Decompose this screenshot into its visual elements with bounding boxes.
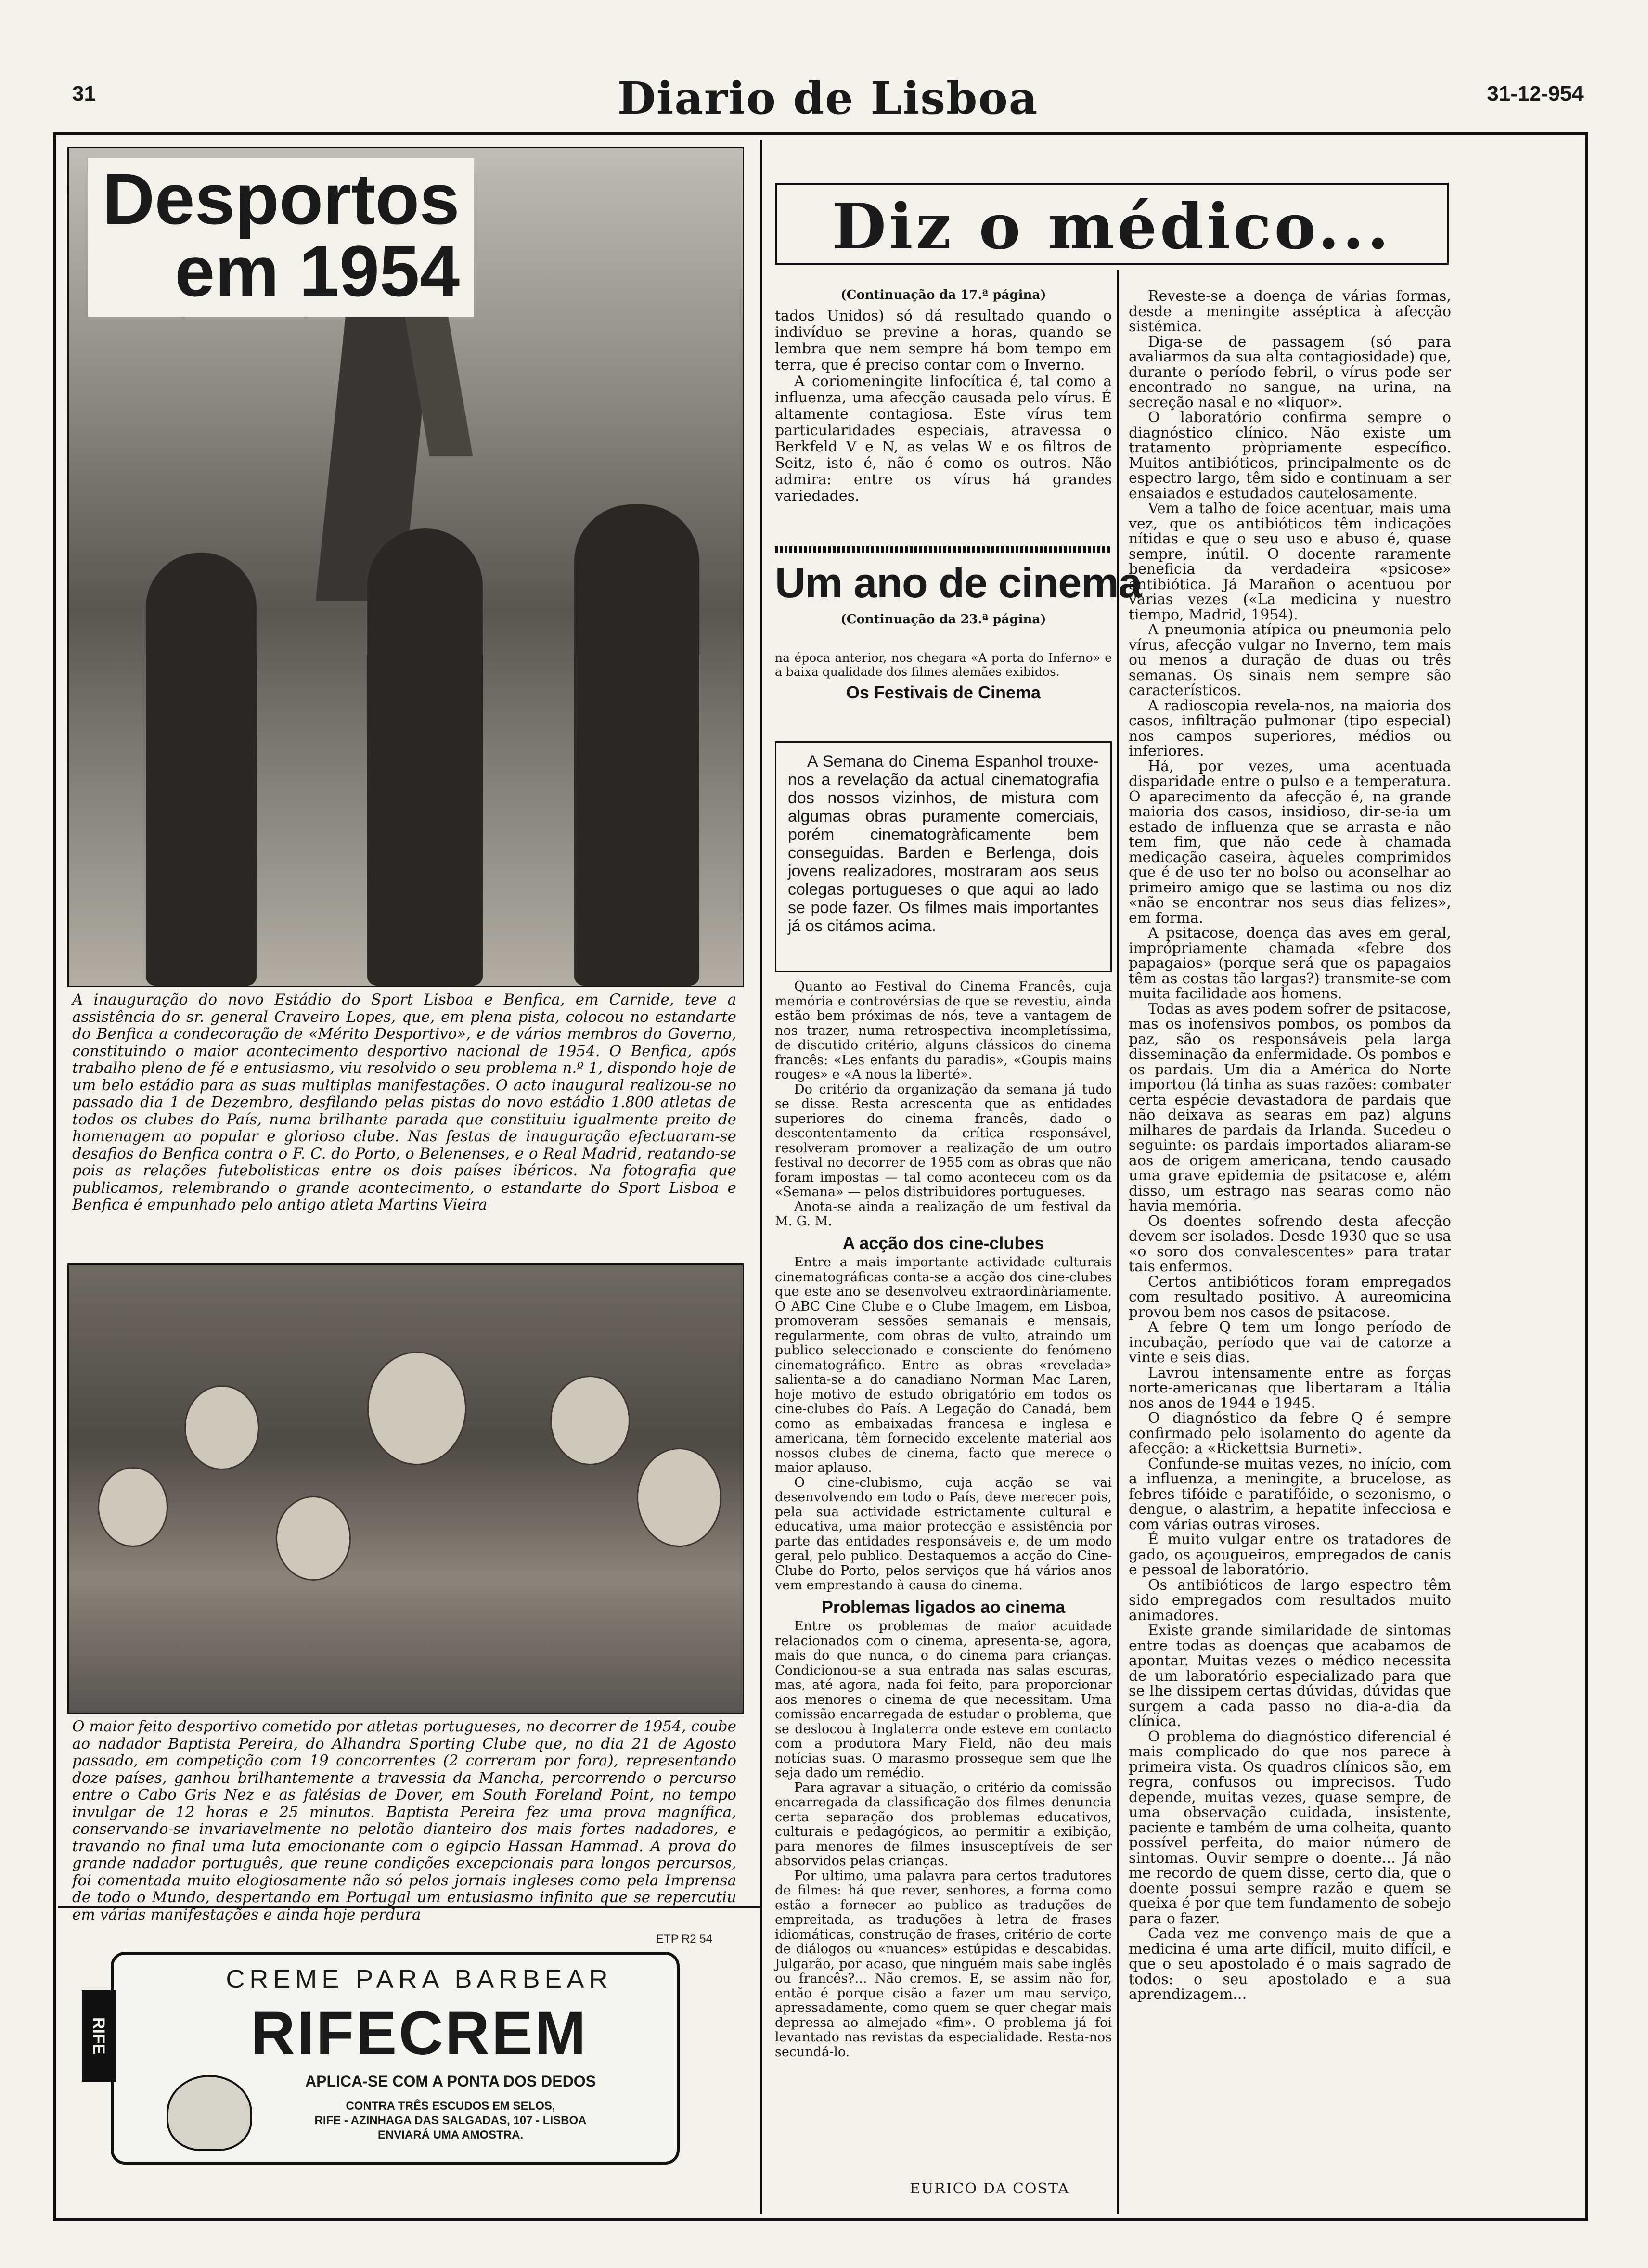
spanish-cinema-box — [775, 741, 1112, 972]
boxed-text: A Semana do Cinema Espanhol trouxe-nos a revelação da actual cinematografia dos nossos vizinhos, de mistura com algumas obras puramente comerciais, porém cinematogràficamente bem conseguidas. Barden e Berlenga, dois jovens realizadores, mostraram aos seus colegas portugueses o que aqui ao lado se pode fazer. Os filmes mais importantes já os citámos acima. — [788, 752, 1099, 935]
ad-contact-line3: ENVIARÁ UMA AMOSTRA. — [377, 2128, 524, 2141]
medico-paragraph: Lavrou intensamente entre as forças norte-americanas que libertaram a Itália nos anos de 1944 e 1945. — [1129, 1364, 1451, 1412]
masthead: Diario de Lisboa — [617, 72, 1039, 124]
stadium-caption: A inauguração do novo Estádio do Sport Lisboa e Benfica, em Carnide, teve a assistência do sr. general Craveiro Lopes, que, em plena pista, colocou no estandarte do Benfica a condecoração de «Mérito Desportivo», e de vários membros do Governo, constituindo o maior acontecimento desportivo nacional de 1954. O Benfica, após trabalho pleno de fé e entusiasmo, viu resolvido o seu problema n.º 1, dispondo hoje de um belo estádio para as suas multiplas manifestações. O acto inaugural realizou-se no passado dia 1 de Dezembro, desfilando pelas pistas do novo estádio 1.800 atletas de todos os clubes do País, numa brilhante parada que constituiu igualmente preito de homenagem ao popular e glorioso clube. Nas festas de inauguração efectuaram-se desafios do Benfica contra o F. C. do Porto, o Belenenses, e o Real Madrid, reatando-se pois as relações futebolisticas entre os dois países ibéricos. Na fotografia que publicamos, relembrando o grande acontecimento, o estandarte do Sport Lisboa e Benfica é empunhado pelo antigo atleta Martins Vieira — [72, 991, 736, 1213]
rifecrem-advertisement — [72, 1933, 727, 2183]
crowd-face — [367, 1352, 466, 1465]
medico-column-1 — [775, 308, 1112, 504]
medico-paragraph: Existe grande similaridade de sintomas entre todas as doenças que acabamos de apontar. Muitas vezes o médico necessita de um laboratório especializado para que se lhe dissipem certas dúvidas, dúvidas que surgem a cada passo no dia-a-dia da clínica. — [1129, 1622, 1451, 1730]
column-divider-left — [760, 140, 762, 2214]
page-header — [63, 72, 1593, 130]
medico-paragraph: É muito vulgar entre os tratadores de gado, os açougueiros, empregados de canis e pessoal de laboratório. — [1129, 1531, 1451, 1578]
cineclubes-heading: A acção dos cine-clubes — [842, 1233, 1044, 1253]
cinema-paragraph: Entre os problemas de maior acuidade relacionados com o cinema, apresenta-se, agora, mais do que nunca, o do cinema para crianças. Condicionou-se a sua entrada nas salas escuras, mas, até agora, nada foi feito, para proporcionar aos menores o cinema de que necessitam. Uma comissão encarregada de estudar o problema, que se deslocou à Inglaterra onde esteve em contacto com a produtora Mary Field, não deu mais notícias suas. O marasmo prossegue sem que lhe seja dado um remédio. — [775, 1619, 1112, 1780]
medico-paragraph: Os doentes sofrendo desta afecção devem ser isolados. Desde 1930 que se usa «o soro dos convalescentes» para tratar tais enfermos. — [1129, 1212, 1451, 1275]
ad-tube-shape — [111, 1952, 680, 2165]
cinema-paragraph: Para agravar a situação, o critério da comissão encarregada da classificação dos filmes denuncia certa separação dos problemas educativos, culturais e pedagógicos, ao permitir a exibição, para menores de filmes insusceptíveis de ser absorvidos pelas crianças. — [775, 1780, 1112, 1869]
decorative-rule — [775, 546, 1112, 553]
medico-paragraph: Diga-se de passagem (só para avaliarmos da sua alta contagiosidade) que, durante o período febril, o vírus pode ser encontrado no sangue, na urina, na secreção nasal e no «liquor». — [1129, 333, 1451, 411]
cinema-paragraph: Anota-se ainda a realização de um festival da M. G. M. — [775, 1199, 1112, 1229]
issue-date: 31-12-954 — [1487, 82, 1584, 105]
athlete-figure — [367, 528, 483, 986]
swimmer-caption: O maior feito desportivo cometido por atletas portugueses, no decorrer de 1954, coube ao nadador Baptista Pereira, do Alhandra Sporting Clube que, no dia 21 de Agosto passado, em competição com 19 concorrentes (2 correram por fora), representando doze países, ganhou brilhantemente a travessia da Mancha, percorrendo o percurso entre o Cabo Gris Nez e as falésias de Dover, em South Foreland Point, no tempo invulgar de 12 horas e 25 minutos. Baptista Pereira fez uma prova magnífica, conservando-se invariavelmente no pelotão dianteiro dos mais fortes nadadores, e travando no final uma luta emocionante com o egipcio Hassan Hammad. A prova do grande nadador português, que reune condições excepcionais para longos percursos, foi comentada muito elogiosamente não só pelos jornais ingleses como pela Imprensa de todo o Mundo, despertando em Portugal um entusiasmo infinito que se repercutiu em várias manifestações e ainda hoje perdura — [72, 1718, 736, 1923]
medico-title: Diz o médico... — [832, 190, 1392, 263]
medico-paragraph: Cada vez me convenço mais de que a medicina é uma arte difícil, muito difícil, e que o seu apostolado é o mais sagrado de todos: o seu apostolado e a sua aprendizagem... — [1129, 1925, 1451, 2003]
medico-paragraph: Certos antibióticos foram empregados com resultado positivo. A aureomicina provou bem nos casos de psitacose. — [1129, 1273, 1451, 1321]
author-signature: EURICO DA COSTA — [910, 2180, 1070, 2197]
ad-line1: CREME PARA BARBEAR — [226, 1965, 613, 1994]
ad-contact — [258, 2099, 643, 2142]
medico-paragraph: O problema do diagnóstico diferencial é mais complicado do que nos parece à primeira vista. Os quadros clínicos são, em regra, confusos ou imprecisos. Tudo depende, muitas vezes, quase sempre, de uma observação cuidada, insistente, paciente e também de uma colheita, quanto possível perfeita, do maior número de sintomas. Ouvir sempre o doente... Já não me recordo de quem disse, certo dia, que o doente possui sempre razão e quem se queixa é por que tem fundamento de sobejo para o fazer. — [1129, 1728, 1451, 1927]
crowd-face — [184, 1385, 259, 1470]
medico-column-2 — [1129, 289, 1451, 2002]
festivals-heading: Os Festivais de Cinema — [846, 683, 1041, 702]
medico-paragraph: A psitacose, doença das aves em geral, imprópriamente chamada «febre dos papagaios» (porque será que os papagaios têm as costas tão largas?) transmite-se com muita facilidade aos homens. — [1129, 925, 1451, 1002]
medico-paragraph: A febre Q tem um longo período de incubação, período que vai de catorze a vinte e seis dias. — [1129, 1319, 1451, 1366]
medico-paragraph: O diagnóstico da febre Q é sempre confirmado pelo isolamento do agente da afecção: a «Rickettsia Burneti». — [1129, 1410, 1451, 1457]
ad-tube-cap: RIFE — [82, 1990, 116, 2082]
hand-icon — [167, 2075, 252, 2151]
ad-slogan: APLICA-SE COM A PONTA DOS DEDOS — [305, 2073, 596, 2090]
ad-contact-line2: RIFE - AZINHAGA DAS SALGADAS, 107 - LISBOA — [314, 2114, 587, 2127]
crowd-face — [98, 1467, 168, 1547]
ad-brand: RIFECREM — [250, 1999, 588, 2068]
medico-continuation: (Continuação da 17.ª página) — [840, 288, 1046, 302]
cinema-paragraph: Entre a mais importante actividade culturais cinematográficas conta-se a acção dos cine-clubes que este ano se desenvolveu extraordinàriamente. O ABC Cine Clube e o Clube Imagem, em Lisboa, promoveram sessões semanais e mensais, regularmente, com obras de vulto, atraindo um publico seleccionado e consciente do fenómeno cinematográfico. Entre as obras «revelada» salienta-se a do canadiano Norman Mac Laren, hoje motivo de estudo obrigatório em todos os cine-clubes do País. A Legação do Canadá, bem como as embaixadas francesa e inglesa e americana, têm fornecido excelente material aos nossos clubes de cinema, facto que merece o maior aplauso. — [775, 1255, 1112, 1475]
medico-paragraph: Todas as aves podem sofrer de psitacose, mas os inofensivos pombos, os pombos da paz, são os responsáveis pela larga disseminação da enfermidade. Os pombos e os pardais. Um dia a América do Norte importou (lá tinha as suas razões: combater certa espécie devastadora de pardais que não deixava as searas em paz) alguns milhares de pardais da Irlanda. Sucedeu o seguinte: os pardais importados aliaram-se aos de origem americana, tendo causado uma grave epidemia de psitacose e, além disso, um estrago nas searas como não havia memória. — [1129, 1000, 1451, 1214]
cinema-column-body — [775, 979, 1112, 2060]
ad-code: ETP R2 54 — [656, 1933, 712, 1946]
page-number: 31 — [72, 82, 96, 105]
cinema-paragraph: Do critério da organização da semana já tudo se disse. Resta acrescenta que as entidades superiores do cinema francês, dado o descontentamento da crítica responsável, resolveram promover a realização de um outro festival no decorrer de 1955 com as obras que não foram impostas — tal como aconteceu com os da «Semana» — pelos distribuidores portugueses. — [775, 1082, 1112, 1199]
medico-paragraph: tados Unidos) só dá resultado quando o indivíduo se previne a horas, quando se lembra que nem sempre há bom tempo em terra, que é preciso contar com o Inverno. — [775, 308, 1112, 374]
medico-paragraph: A radioscopia revela-nos, na maioria dos casos, infiltração pulmonar (tipo especial) nos campos superiores, médios ou inferiores. — [1129, 697, 1451, 760]
cinema-title: Um ano de cinema — [775, 559, 1142, 606]
medico-paragraph: Reveste-se a doença de várias formas, desde a meningite asséptica à afecção sistémica. — [1129, 288, 1451, 335]
cinema-intro-text: na época anterior, nos chegara «A porta do Inferno» e a baixa qualidade dos filmes alemães exibidos. — [775, 651, 1112, 679]
sports-title-box — [88, 158, 474, 317]
ad-contact-line1: CONTRA TRÊS ESCUDOS EM SELOS, — [346, 2100, 555, 2113]
medico-title-box — [775, 183, 1449, 265]
cinema-paragraph: Quanto ao Festival do Cinema Francês, cuja memória e controvérsias de que se revestiu, ainda estão bem próximas de nós, teve a vantagem de nos trazer, numa retrospectiva incompletíssima, de discutido critério, alguns clássicos do cinema francês: «Les enfants du paradis», «Goupis mains rouges» e «A nous la liberté». — [775, 979, 1112, 1082]
crowd-face — [550, 1376, 630, 1465]
medico-paragraph: Vem a talho de foice acentuar, mais uma vez, que os antibióticos têm indicações nítidas e que o seu uso e abuso é, quase sempre, inútil. O docente raramente beneficia da verdadeira «psicose» antibiótica. Já Marañon o acentuou por várias vezes («La medicina y nuestro tiempo, Madrid, 1954). — [1129, 500, 1451, 623]
medico-paragraph: A pneumonia atípica ou pneumonia pelo vírus, afecção vulgar no Inverno, tem mais ou menos a duração de duas ou três semanas. Os sinais nem sempre são característicos. — [1129, 621, 1451, 699]
crowd-face — [637, 1448, 721, 1547]
medico-paragraph: Os antibióticos de largo espectro têm sido empregados com resultados muito animadores. — [1129, 1576, 1451, 1624]
swimmer-celebration-photo — [67, 1263, 744, 1714]
athlete-figure — [574, 504, 699, 986]
cinema-continuation: (Continuação da 23.ª página) — [840, 612, 1046, 627]
cinema-intro — [775, 651, 1112, 704]
stadium-inauguration-photo — [67, 147, 744, 987]
cinema-paragraph: O cine-clubismo, cuja acção se vai desenvolvendo em todo o País, deve merecer pois, pela sua actividade estrictamente cultural e educativa, uma maior protecção e assistência por parte das entidades responsáveis e, de um modo geral, pelo publico. Destaquemos a acção do Cine-Clube do Porto, pelos serviços que há vários anos vem emprestando à causa do cinema. — [775, 1475, 1112, 1593]
medico-paragraph: Há, por vezes, uma acentuada disparidade entre o pulso e a temperatura. O aparecimento da afecção é, na grande maioria dos casos, insidioso, dir-se-ia um estado de influenza que se arrasta e não tem fim, que não cede à chamada medicação caseira, àqueles comprimidos que é de uso ter no bolso ou aconselhar ao primeiro amigo que se lastima ou nos diz «não se encontrar nos seus dias felizes», em forma. — [1129, 758, 1451, 927]
crowd-face — [276, 1496, 351, 1581]
athlete-figure — [146, 553, 257, 986]
sports-title-line1: Desportos — [103, 158, 460, 239]
medico-paragraph: A coriomeningite linfocítica é, tal como a influenza, uma afecção causada pelo vírus. É altamente contagiosa. Este vírus tem particularidades especiais, atravessa o Berkfeld V e N, as velas W e os filtros de Seitz, isto é, não é como os outros. Não admira: entre os vírus há grandes variedades. — [775, 373, 1112, 504]
medico-paragraph: O laboratório confirma sempre o diagnóstico clínico. Não existe um tratamento pròpriamente específico. Muitos antibióticos, principalmente os de espectro largo, têm sido e continuam a ser ensaiados e estudados cautelosamente. — [1129, 409, 1451, 502]
problemas-heading: Problemas ligados ao cinema — [821, 1597, 1066, 1617]
cinema-paragraph: Por ultimo, uma palavra para certos tradutores de filmes: há que rever, senhores, a forma como estão a fornecer ao publico as traduções de empreitada, as traduções à letra de frases idiomáticas, construção de frases, critério de corte de diálogos ou «nuances» estúpidas e descabidas. Julgarão, por acaso, que ninguém mais sabe inglês ou francês?... Não cremos. E, se assim não for, então é porque cisão a fazer um mau serviço, apressadamente, como quem se quer chegar mais depressa ao almejado «fim». O problema já foi levantado nas revistas da especialidade. Resta-nos secundá-lo. — [775, 1868, 1112, 2060]
sports-title-line2: em 1954 — [175, 231, 460, 311]
medico-paragraph: Confunde-se muitas vezes, no início, com a influenza, a meningite, a brucelose, as febres tifóide e paratifóide, o sezonismo, o dengue, o alastrim, a hepatite infecciosa e com várias outras viroses. — [1129, 1455, 1451, 1533]
